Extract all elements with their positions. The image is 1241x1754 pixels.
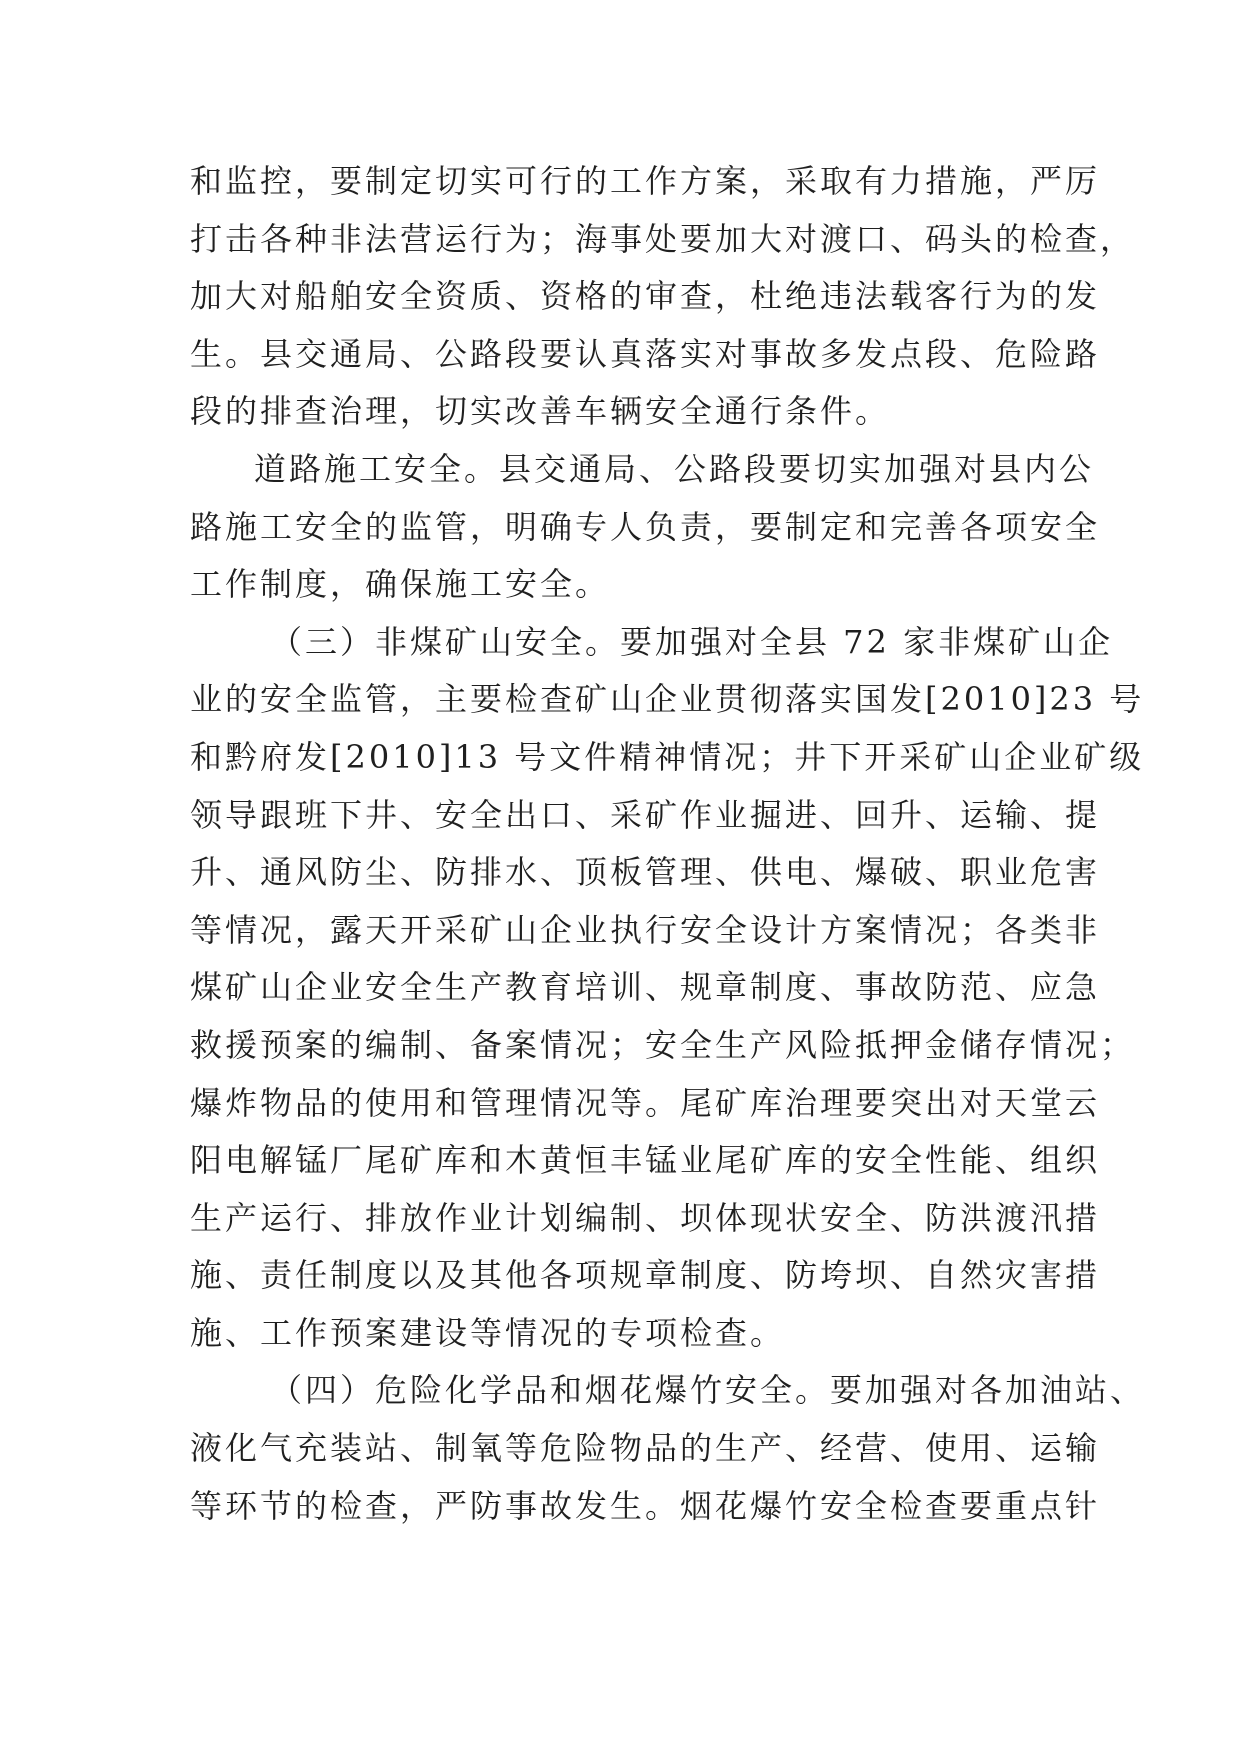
text-line: （四）危险化学品和烟花爆竹安全。要加强对各加油站、 [270, 1371, 1146, 1410]
text-line: 等情况，露天开采矿山企业执行安全设计方案情况；各类非 [190, 910, 1101, 949]
text-line: 施、责任制度以及其他各项规章制度、防垮坝、自然灾害措 [190, 1256, 1101, 1295]
text-line: 等环节的检查，严防事故发生。烟花爆竹安全检查要重点针 [190, 1486, 1101, 1525]
text-line: 爆炸物品的使用和管理情况等。尾矿库治理要突出对天堂云 [190, 1083, 1101, 1122]
text-line: （三）非煤矿山安全。要加强对全县 72 家非煤矿山企 [270, 622, 1114, 661]
text-line: 业的安全监管，主要检查矿山企业贯彻落实国发[2010]23 号 [190, 680, 1145, 719]
text-line: 和监控，要制定切实可行的工作方案，采取有力措施，严厉 [190, 162, 1101, 200]
text-line: 工作制度，确保施工安全。 [190, 565, 611, 604]
text-line: 煤矿山企业安全生产教育培训、规章制度、事故防范、应急 [190, 968, 1101, 1007]
body-text [190, 153, 1146, 1535]
text-line: 升、通风防尘、防排水、顶板管理、供电、爆破、职业危害 [190, 853, 1101, 892]
text-line: 路施工安全的监管，明确专人负责，要制定和完善各项安全 [190, 507, 1101, 546]
text-line: 加大对船舶安全资质、资格的审查，杜绝违法载客行为的发 [190, 277, 1101, 316]
text-line: 液化气充装站、制氧等危险物品的生产、经营、使用、运输 [190, 1429, 1101, 1468]
text-line: 生产运行、排放作业计划编制、坝体现状安全、防洪渡汛措 [190, 1198, 1101, 1237]
text-line: 和黔府发[2010]13 号文件精神情况；井下开采矿山企业矿级 [190, 737, 1145, 776]
text-line: 道路施工安全。县交通局、公路段要切实加强对县内公 [254, 449, 1095, 488]
text-line: 打击各种非法营运行为；海事处要加大对渡口、码头的检查， [190, 219, 1136, 258]
text-line: 阳电解锰厂尾矿库和木黄恒丰锰业尾矿库的安全性能、组织 [190, 1141, 1101, 1180]
text-line: 施、工作预案建设等情况的专项检查。 [190, 1313, 786, 1352]
text-line: 领导跟班下井、安全出口、采矿作业掘进、回升、运输、提 [190, 795, 1101, 834]
text-line: 救援预案的编制、备案情况；安全生产风险抵押金储存情况； [190, 1025, 1136, 1064]
text-line: 生。县交通局、公路段要认真落实对事故多发点段、危险路 [190, 334, 1101, 373]
text-line: 段的排查治理，切实改善车辆安全通行条件。 [190, 392, 891, 431]
